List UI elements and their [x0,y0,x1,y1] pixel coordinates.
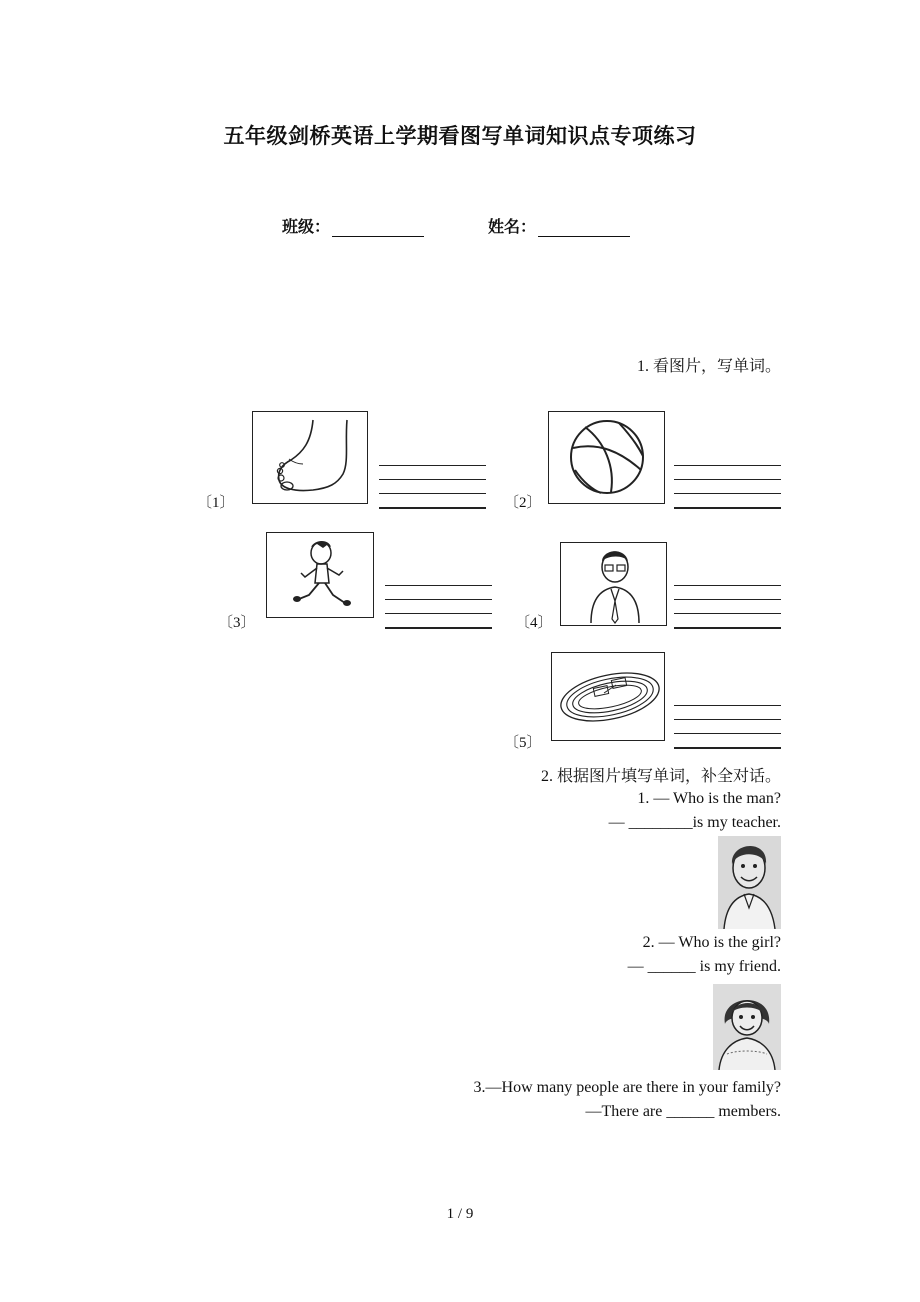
class-field [282,214,424,237]
man-with-glasses-picture [560,542,667,626]
dialog-1-question: 1. — Who is the man? [637,790,781,807]
page-number: 1 / 9 [446,1206,474,1222]
item-5-label: 〔5〕 [504,735,542,751]
dialog-3-answer[interactable]: —There are ______ members. [585,1103,781,1120]
item-3-answer-lines[interactable] [385,572,492,629]
playground-picture [551,652,665,741]
item-4-answer-lines[interactable] [674,572,781,629]
dialog-2-answer[interactable]: — ______ is my friend. [627,958,781,975]
foot-picture [252,411,368,504]
class-label: 班级： [282,217,331,236]
smiling-man-picture [718,836,781,929]
item-1-answer-lines[interactable] [379,452,486,509]
smiling-girl-picture [713,984,781,1070]
dialog-3-question: 3.—How many people are there in your family? [473,1079,781,1096]
basketball-picture [548,411,665,504]
dialog-1-answer[interactable]: — ________is my teacher. [608,814,781,831]
item-1-label: 〔1〕 [197,495,235,511]
name-field [488,214,630,237]
page-title: 五年级剑桥英语上学期看图写单词知识点专项练习 [223,123,697,148]
name-label: 姓名： [488,217,537,236]
item-3-label: 〔3〕 [218,615,256,631]
name-blank[interactable] [538,220,630,237]
dialog-2-question: 2. — Who is the girl? [642,934,781,951]
section2-heading: 2. 根据图片填写单词，补全对话。 [540,768,781,785]
item-4-label: 〔4〕 [515,615,553,631]
item-2-answer-lines[interactable] [674,452,781,509]
class-blank[interactable] [332,220,424,237]
running-boy-picture [266,532,374,618]
item-5-answer-lines[interactable] [674,692,781,749]
item-2-label: 〔2〕 [504,495,542,511]
section1-heading: 1. 看图片，写单词。 [636,358,781,375]
